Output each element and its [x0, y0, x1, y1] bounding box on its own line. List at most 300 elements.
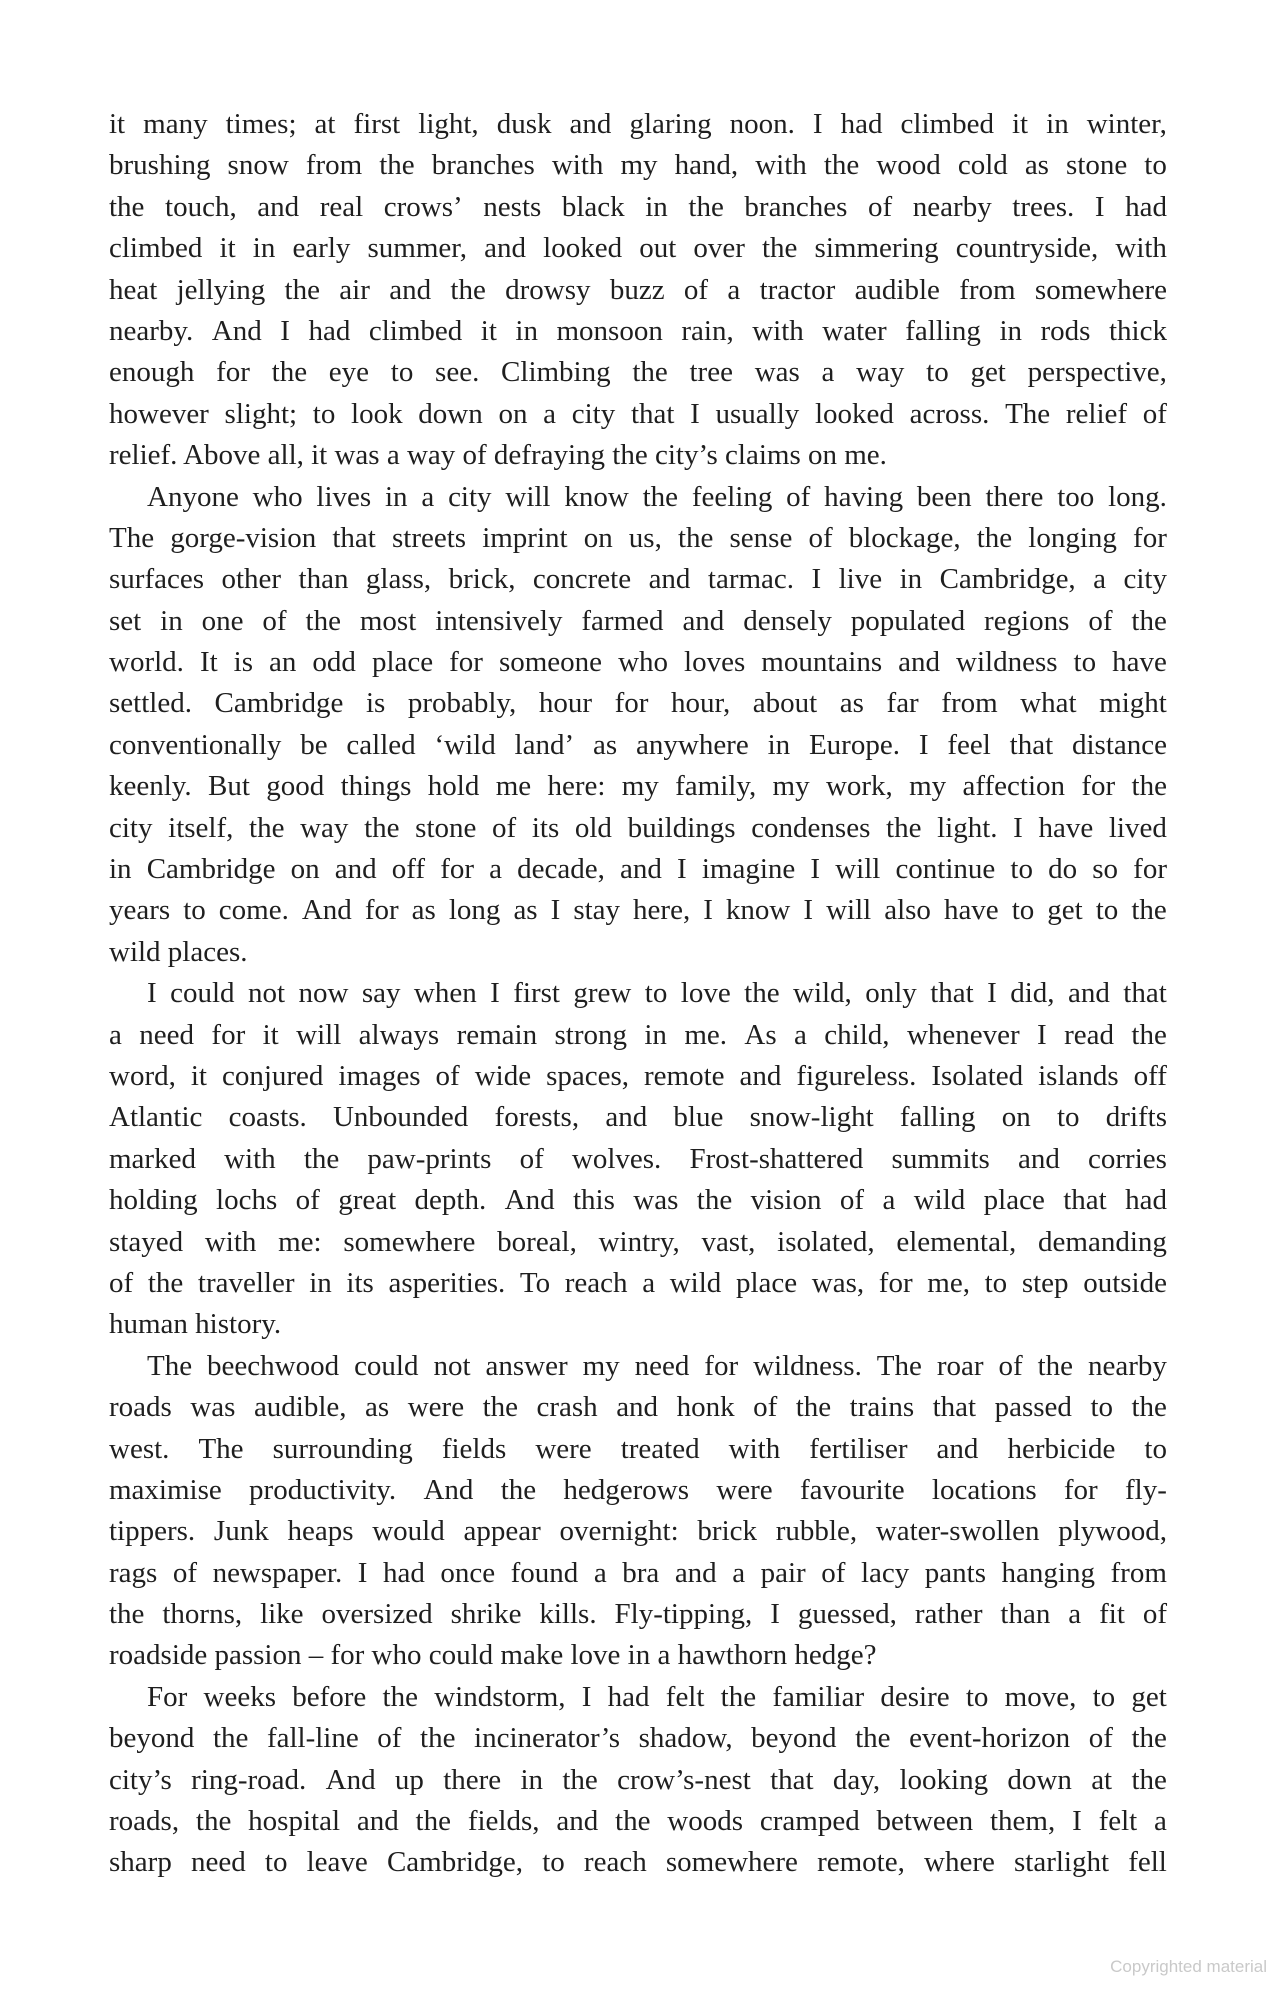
word: to — [183, 894, 206, 927]
word: to — [1057, 1101, 1080, 1134]
word: of — [172, 1556, 198, 1589]
word: dusk — [496, 108, 552, 140]
word: and — [620, 853, 662, 886]
word: a — [732, 1556, 746, 1589]
word: as — [513, 894, 538, 927]
word: holding — [109, 1184, 198, 1217]
word: other — [221, 563, 282, 596]
word: than — [1000, 1598, 1051, 1631]
word: the — [420, 1722, 456, 1755]
word: many — [143, 108, 208, 140]
word: populated — [850, 604, 966, 637]
word: Cambridge, — [939, 563, 1076, 596]
word: on — [1001, 1101, 1031, 1134]
word: in — [1046, 108, 1069, 140]
word: stay — [573, 894, 621, 927]
text-line — [109, 1056, 1167, 1097]
word: longing — [1028, 521, 1117, 554]
word: like — [260, 1598, 304, 1631]
word: family, — [675, 770, 757, 803]
word: the — [1131, 1722, 1167, 1755]
word: the — [795, 1391, 832, 1424]
word: brick, — [448, 563, 516, 596]
copyright-watermark: Copyrighted material — [1110, 1957, 1267, 1976]
paragraph — [109, 1677, 1167, 1884]
word: my — [582, 1349, 620, 1382]
word: place — [983, 1184, 1045, 1217]
text-line — [109, 187, 1167, 228]
word: regions — [984, 604, 1070, 637]
text-line — [109, 270, 1167, 311]
word: me. — [684, 1018, 728, 1051]
word: maximise — [109, 1473, 222, 1506]
word: that — [332, 521, 376, 554]
word: looked — [543, 232, 623, 265]
word: so — [1092, 853, 1119, 886]
word: from — [959, 273, 1016, 306]
word: hour — [538, 687, 593, 720]
word: a — [109, 1018, 122, 1051]
word: It — [199, 646, 218, 679]
word: relief — [1065, 397, 1128, 430]
word: in — [767, 728, 791, 761]
word: in — [309, 1266, 332, 1299]
text-line — [109, 1553, 1167, 1594]
word: the — [976, 521, 1013, 554]
word: whenever — [906, 1018, 1020, 1051]
word: my — [620, 149, 658, 182]
word: and — [569, 108, 612, 140]
text-line: human history. — [109, 1308, 282, 1341]
text-line — [109, 1594, 1167, 1635]
word: most — [359, 604, 417, 637]
text-line — [109, 1842, 1167, 1883]
word: hospital — [248, 1805, 341, 1838]
word: city’s — [109, 1763, 172, 1796]
word: I — [690, 397, 700, 430]
text-line — [109, 1511, 1167, 1552]
word: and — [389, 273, 432, 306]
word: glaring — [629, 108, 712, 140]
word: I — [1094, 190, 1105, 223]
word: an — [269, 646, 297, 679]
word: Anyone — [147, 480, 239, 513]
word: the — [1131, 1391, 1167, 1424]
text-line — [109, 1222, 1167, 1263]
word: brick — [697, 1515, 757, 1548]
word: remote — [643, 1059, 725, 1092]
word: in — [899, 563, 923, 596]
word: cold — [957, 149, 1008, 182]
word: the — [147, 1266, 184, 1299]
word: to — [542, 1846, 565, 1879]
word: the — [696, 1184, 733, 1217]
word: feeling — [691, 480, 773, 513]
word: to — [264, 1846, 288, 1879]
word: lives — [316, 480, 372, 513]
word: too — [1057, 480, 1095, 513]
word: I — [357, 1556, 368, 1589]
word: from — [1110, 1556, 1167, 1589]
word: I — [280, 314, 290, 347]
word: know — [725, 894, 791, 927]
word: Climbing — [501, 356, 611, 389]
text-line — [109, 559, 1167, 600]
word: loves — [684, 646, 746, 679]
word: before — [292, 1680, 367, 1713]
word: crows’ — [383, 190, 463, 223]
text-line — [109, 1801, 1167, 1842]
word: could — [170, 977, 235, 1010]
word: incinerator’s — [474, 1722, 621, 1755]
paragraph — [109, 1346, 1167, 1677]
word: hold — [427, 770, 480, 803]
word: and — [556, 1805, 599, 1838]
word: my — [772, 770, 810, 803]
word: was — [754, 356, 800, 389]
word: concrete — [532, 563, 632, 596]
word: there — [985, 480, 1044, 513]
word: fertiliser — [809, 1432, 908, 1465]
word: conventionally — [109, 728, 282, 761]
word: the — [109, 190, 145, 223]
word: answer — [485, 1349, 568, 1382]
word: event-horizon — [909, 1722, 1071, 1755]
word: the — [271, 356, 308, 389]
word: first — [353, 108, 401, 140]
word: grew — [573, 977, 632, 1010]
text-line — [109, 518, 1167, 559]
word: for — [216, 356, 250, 389]
word: the — [212, 1722, 249, 1755]
word: to — [984, 1266, 1008, 1299]
word: is — [365, 687, 386, 720]
word: imagine — [701, 853, 796, 886]
text-line — [109, 973, 1167, 1014]
text-line — [109, 352, 1167, 393]
word: the — [744, 977, 780, 1010]
word: its — [346, 1266, 374, 1299]
word: down — [418, 397, 483, 430]
word: fit — [1099, 1598, 1125, 1631]
word: when — [413, 977, 477, 1010]
word: demanding — [1038, 1225, 1167, 1258]
word: fell — [1128, 1846, 1167, 1879]
word: to — [1011, 894, 1035, 927]
word: cramped — [759, 1805, 860, 1838]
word: lochs — [216, 1184, 278, 1217]
word: thick — [1108, 314, 1167, 347]
text-line — [109, 104, 1167, 145]
word: overnight: — [559, 1515, 679, 1548]
word: to — [1092, 1680, 1116, 1713]
word: and — [739, 1059, 782, 1092]
word: roads, — [109, 1805, 180, 1838]
word: wolves. — [571, 1142, 662, 1175]
word: starlight — [1014, 1846, 1110, 1879]
word: The — [147, 1349, 193, 1382]
word: of — [1142, 397, 1167, 430]
word: word, — [109, 1059, 176, 1092]
word: light, — [418, 108, 479, 140]
word: elemental, — [896, 1225, 1017, 1258]
word: live — [838, 563, 883, 596]
word: settled. — [109, 687, 192, 720]
word: shadow, — [638, 1722, 733, 1755]
word: only — [865, 977, 917, 1010]
word: and — [356, 1805, 399, 1838]
word: roar — [936, 1349, 984, 1382]
word: marked — [109, 1142, 196, 1175]
text-line — [109, 1718, 1167, 1759]
word: in — [645, 190, 668, 223]
word: it — [190, 1059, 207, 1092]
word: conjured — [221, 1059, 324, 1092]
word: us, — [628, 521, 662, 554]
word: roads — [109, 1391, 172, 1424]
word: decade, — [517, 853, 605, 886]
word: in — [252, 232, 276, 265]
word: the — [823, 149, 860, 182]
word: islands — [1038, 1059, 1119, 1092]
word: the — [249, 811, 285, 844]
word: ‘wild — [434, 728, 496, 761]
word: I — [987, 977, 997, 1010]
word: surrounding — [272, 1432, 413, 1465]
word: me — [495, 770, 532, 803]
word: surfaces — [109, 563, 205, 596]
word: branches — [431, 149, 535, 182]
word: get — [1131, 1680, 1167, 1713]
word: heat — [109, 273, 158, 306]
word: to — [1095, 894, 1119, 927]
paragraph — [109, 104, 1167, 477]
word: get — [970, 356, 1006, 389]
word: in — [999, 314, 1022, 347]
word: in — [160, 604, 183, 637]
word: what — [1020, 687, 1077, 720]
word: them, — [989, 1805, 1056, 1838]
word: a — [882, 1184, 896, 1217]
word: fields, — [467, 1805, 540, 1838]
word: set — [109, 604, 142, 637]
word: I — [803, 894, 814, 927]
word: with — [204, 1225, 257, 1258]
word: was — [633, 1184, 679, 1217]
word: feel — [947, 728, 991, 761]
word: Unbounded — [332, 1101, 469, 1134]
word: stone — [415, 811, 477, 844]
word: the — [303, 1142, 340, 1175]
word: I — [770, 1598, 780, 1631]
word: I — [810, 853, 821, 886]
text-line — [109, 1760, 1167, 1801]
word: beyond — [109, 1722, 195, 1755]
word: For — [147, 1680, 188, 1713]
word: will — [835, 853, 881, 886]
word: oversized — [321, 1598, 433, 1631]
word: I — [811, 563, 822, 596]
word: The — [1005, 397, 1051, 430]
word: as — [411, 894, 436, 927]
word: could — [354, 1349, 419, 1382]
word: Atlantic — [109, 1101, 203, 1134]
word: a — [1068, 1598, 1082, 1631]
word: for — [878, 1266, 913, 1299]
word: the — [562, 1763, 598, 1796]
word: who — [618, 646, 669, 679]
word: with — [1115, 232, 1167, 265]
word: me: — [278, 1225, 322, 1258]
word: remain — [456, 1018, 538, 1051]
word: move, — [1004, 1680, 1077, 1713]
word: that — [1009, 728, 1054, 761]
word: my — [909, 770, 947, 803]
word: And — [325, 1763, 376, 1796]
word: first — [513, 977, 560, 1010]
word: monsoon — [556, 314, 663, 347]
word: climbed — [368, 314, 463, 347]
word: real — [319, 190, 364, 223]
word: the — [195, 1805, 232, 1838]
text-line — [109, 145, 1167, 186]
word: times; — [225, 108, 297, 140]
word: To — [519, 1266, 551, 1299]
text-line — [109, 725, 1167, 766]
word: is — [233, 646, 254, 679]
word: buildings — [627, 811, 736, 844]
word: weeks — [203, 1680, 277, 1713]
word: woods — [667, 1805, 744, 1838]
text-line — [109, 228, 1167, 269]
word: once — [440, 1556, 496, 1589]
word: to — [1090, 1391, 1113, 1424]
word: for — [440, 853, 475, 886]
word: now — [298, 977, 349, 1010]
word: newspaper. — [212, 1556, 343, 1589]
word: distance — [1071, 728, 1167, 761]
word: was, — [811, 1266, 865, 1299]
text-line: roadside passion – for who could make love in a hawthorn hedge? — [109, 1639, 877, 1672]
word: familiar — [772, 1680, 865, 1713]
word: favourite — [799, 1473, 905, 1506]
word: Cambridge, — [386, 1846, 524, 1879]
word: felt — [665, 1680, 705, 1713]
word: The — [198, 1432, 244, 1465]
word: in — [109, 853, 132, 886]
word: depth. — [414, 1184, 487, 1217]
word: rain, — [681, 314, 734, 347]
word: paw-prints — [367, 1142, 492, 1175]
word: continue — [895, 853, 996, 886]
word: the — [720, 1680, 757, 1713]
word: wild — [913, 1184, 966, 1217]
word: beyond — [751, 1722, 837, 1755]
word: And — [504, 1184, 555, 1217]
text-line — [109, 1470, 1167, 1511]
word: were — [407, 1391, 465, 1424]
word: tree — [689, 356, 733, 389]
word: as — [365, 1391, 390, 1424]
word: glass, — [365, 563, 432, 596]
word: it — [480, 314, 497, 347]
word: it — [1011, 108, 1029, 140]
word: of — [109, 1266, 134, 1299]
text-line — [109, 683, 1167, 724]
word: always — [358, 1018, 440, 1051]
word: of — [1088, 604, 1113, 637]
word: look — [351, 397, 403, 430]
word: wildness. — [753, 1349, 862, 1382]
word: as — [592, 728, 618, 761]
word: beechwood — [207, 1349, 340, 1382]
word: simmering — [814, 232, 939, 265]
word: audible, — [253, 1391, 347, 1424]
word: guessed, — [797, 1598, 897, 1631]
word: and — [616, 1391, 659, 1424]
word: the — [305, 604, 341, 637]
word: get — [1047, 894, 1083, 927]
word: hanging — [1001, 1556, 1095, 1589]
word: in — [515, 314, 538, 347]
word: would — [372, 1515, 445, 1548]
text-line — [109, 1387, 1167, 1428]
word: shrike — [450, 1598, 522, 1631]
word: was — [190, 1391, 236, 1424]
word: read — [1064, 1018, 1115, 1051]
word: for — [1063, 1473, 1098, 1506]
word: heaps — [287, 1515, 354, 1548]
word: drifts — [1105, 1101, 1167, 1134]
word: the — [632, 356, 668, 389]
word: had — [607, 1680, 650, 1713]
word: boreal, — [497, 1225, 577, 1258]
word: a — [1154, 1805, 1167, 1838]
word: been — [916, 480, 972, 513]
word: far — [886, 687, 919, 720]
word: the — [450, 273, 486, 306]
word: will — [826, 894, 872, 927]
word: as — [839, 687, 864, 720]
word: for — [1133, 853, 1167, 886]
word: the — [1131, 770, 1167, 803]
word: good — [266, 770, 325, 803]
word: asperities. — [388, 1266, 506, 1299]
word: land’ — [514, 728, 575, 761]
word: black — [561, 190, 625, 223]
word: to — [312, 397, 336, 430]
word: and — [257, 190, 300, 223]
word: with — [752, 314, 804, 347]
word: it — [109, 108, 126, 140]
text-line — [109, 1263, 1167, 1304]
word: winter, — [1086, 108, 1167, 140]
word: lived — [1108, 811, 1167, 844]
word: found — [510, 1556, 579, 1589]
word: the — [382, 1680, 418, 1713]
word: Fly-tipping, — [614, 1598, 753, 1631]
text-line: relief. Above all, it was a way of defraying the city’s claims on me. — [109, 439, 887, 472]
word: buzz — [609, 273, 665, 306]
word: have — [943, 894, 999, 927]
word: I — [1072, 1805, 1082, 1838]
word: audible — [854, 273, 940, 306]
word: out — [639, 232, 677, 265]
word: place — [371, 646, 434, 679]
word: and — [484, 232, 527, 265]
word: that — [1063, 1184, 1107, 1217]
word: jellying — [176, 273, 266, 306]
